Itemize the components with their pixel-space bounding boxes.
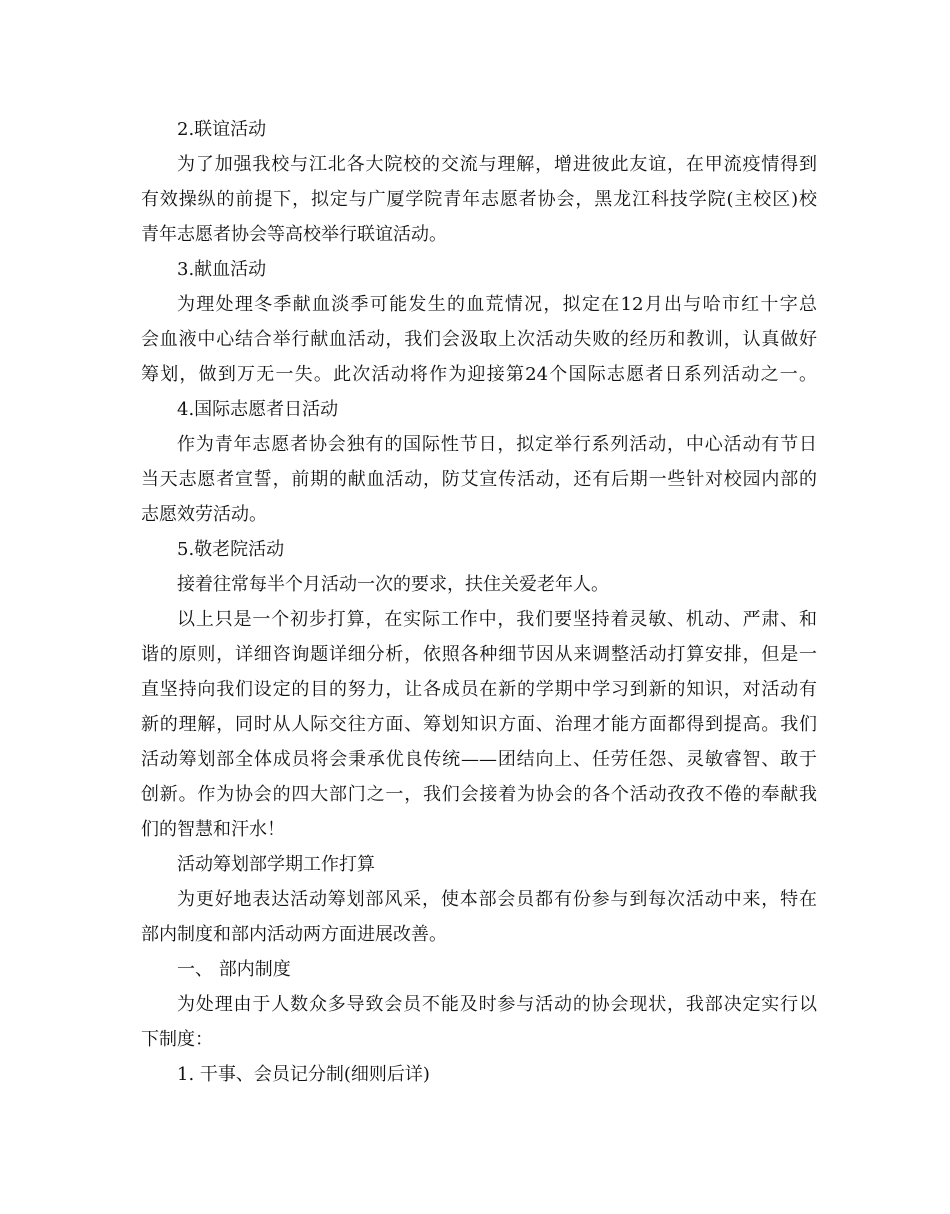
section-heading: 3.献血活动 bbox=[177, 259, 267, 280]
paragraph-line: 们的智慧和汗水！ bbox=[141, 819, 285, 840]
section-heading: 一、 部内制度 bbox=[177, 959, 291, 980]
section-heading: 1. 干事、会员记分制(细则后详) bbox=[177, 1064, 430, 1085]
section-heading: 2.联谊活动 bbox=[177, 119, 267, 140]
paragraph-line: 志愿效劳活动。 bbox=[141, 504, 267, 525]
paragraph-line: 以上只是一个初步打算，在实际工作中，我们要坚持着灵敏、机动、严肃、和 bbox=[177, 609, 817, 630]
paragraph-line: 为更好地表达活动筹划部风采，使本部会员都有份参与到每次活动中来，特在 bbox=[177, 889, 817, 910]
paragraph-line: 有效操纵的前提下，拟定与广厦学院青年志愿者协会，黑龙江科技学院(主校区)校 bbox=[141, 189, 817, 210]
section-heading: 活动筹划部学期工作打算 bbox=[177, 854, 375, 875]
paragraph-line: 为了加强我校与江北各大院校的交流与理解，增进彼此友谊，在甲流疫情得到 bbox=[177, 154, 817, 175]
paragraph-line: 活动筹划部全体成员将会秉承优良传统——团结向上、任劳任怨、灵敏睿智、敢于 bbox=[141, 749, 817, 770]
section-heading: 5.敬老院活动 bbox=[177, 539, 285, 560]
paragraph-line: 部内制度和部内活动两方面进展改善。 bbox=[141, 924, 447, 945]
paragraph-line: 当天志愿者宣誓，前期的献血活动，防艾宣传活动，还有后期一些针对校园内部的 bbox=[141, 469, 817, 490]
paragraph-line: 青年志愿者协会等高校举行联谊活动。 bbox=[141, 224, 447, 245]
paragraph-line: 下制度： bbox=[141, 1029, 213, 1050]
paragraph-line: 新的理解，同时从人际交往方面、筹划知识方面、治理才能方面都得到提高。我们 bbox=[141, 714, 817, 735]
paragraph-line: 直坚持向我们设定的目的努力，让各成员在新的学期中学习到新的知识，对活动有 bbox=[141, 679, 817, 700]
section-heading: 4.国际志愿者日活动 bbox=[177, 399, 339, 420]
paragraph-line: 为理处理冬季献血淡季可能发生的血荒情况，拟定在12月出与哈市红十字总 bbox=[177, 294, 817, 315]
paragraph-line: 接着往常每半个月活动一次的要求，扶住关爱老年人。 bbox=[177, 574, 609, 595]
paragraph-line: 创新。作为协会的四大部门之一，我们会接着为协会的各个活动孜孜不倦的奉献我 bbox=[141, 784, 817, 805]
paragraph-line: 筹划，做到万无一失。此次活动将作为迎接第24个国际志愿者日系列活动之一。 bbox=[141, 364, 817, 385]
paragraph-line: 为处理由于人数众多导致会员不能及时参与活动的协会现状，我部决定实行以 bbox=[177, 994, 817, 1015]
paragraph-line: 会血液中心结合举行献血活动，我们会汲取上次活动失败的经历和教训，认真做好 bbox=[141, 329, 817, 350]
paragraph-line: 谐的原则，详细咨询题详细分析，依照各种细节因从来调整活动打算安排，但是一 bbox=[141, 644, 817, 665]
paragraph-line: 作为青年志愿者协会独有的国际性节日，拟定举行系列活动，中心活动有节日 bbox=[177, 434, 817, 455]
